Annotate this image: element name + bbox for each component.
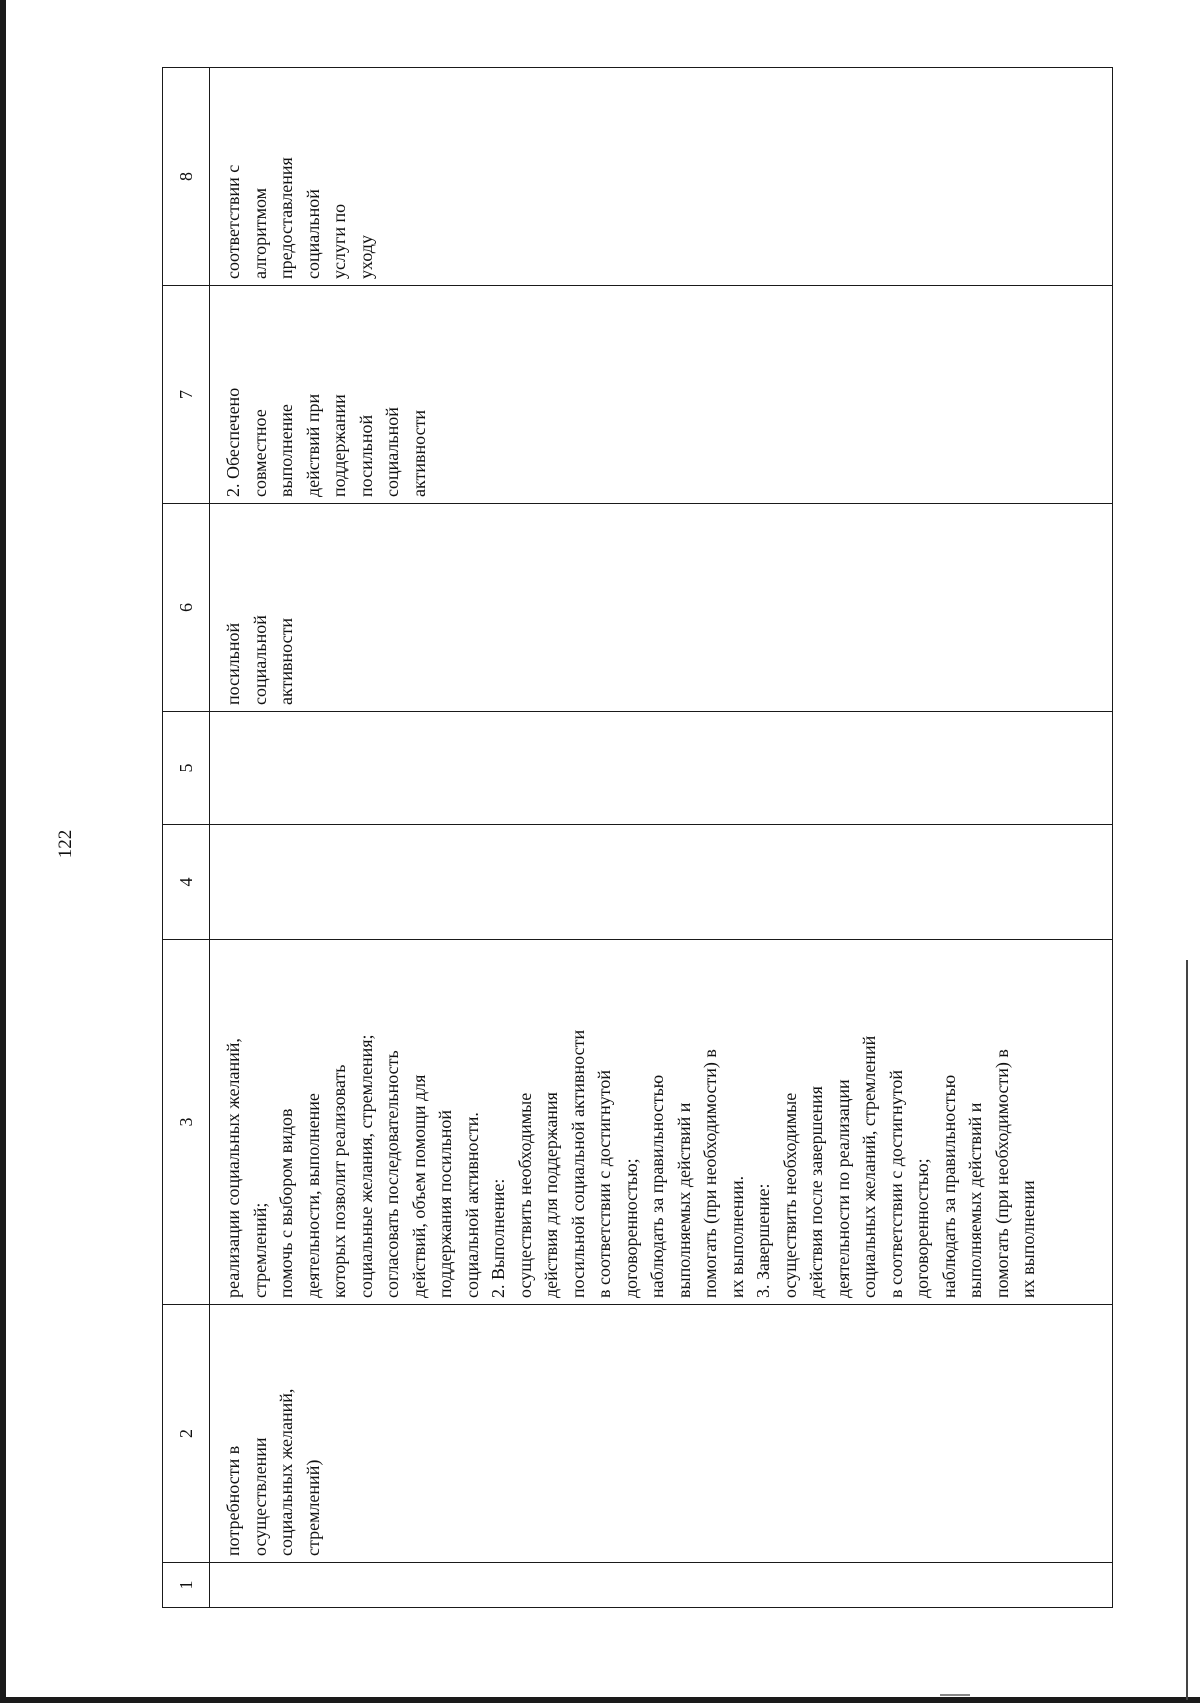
scan-edge-left — [0, 0, 6, 1703]
cell-col-6: посильной социальной активности — [210, 504, 1113, 712]
cell-col-4 — [210, 825, 1113, 940]
scan-edge-right — [1186, 960, 1188, 1700]
column-number-5: 5 — [163, 712, 210, 825]
column-number-3: 3 — [163, 940, 210, 1305]
cell-col-3: реализации социальных желаний, стремлений; помочь с выбором видов деятельности, выполнение которых позволит реализовать социальные желания, стремления; согласовать последовательность действий, объем помощи для поддержания посильной социальной активности. 2. Выполнение: осуществить необходимые действия для поддержания посильной социальной активности в соответствии с достигнутой договоренностью; наблюдать за правильностью выполняемых действий и помогать (при необходимости) в их выполнении. 3. Завершение: осуществить необходимые действия после завершения деятельности по реализации социальных желаний, стремлений в соответствии с достигнутой договоренностью; наблюдать за правильностью выполняемых действий и помогать (при необходимости) в их выполнении — [210, 940, 1113, 1305]
column-number-7: 7 — [163, 286, 210, 504]
table-row — [210, 68, 1113, 1608]
column-number-4: 4 — [163, 825, 210, 940]
scan-edge-bottom — [0, 1697, 1200, 1703]
column-number-1: 1 — [163, 1563, 210, 1608]
service-table — [162, 67, 1113, 1608]
scan-mark — [940, 1694, 970, 1696]
header-row — [163, 68, 210, 1608]
cell-col-7: 2. Обеспечено совместное выполнение действий при поддержании посильной социальной активности — [210, 286, 1113, 504]
column-number-6: 6 — [163, 504, 210, 712]
cell-col-1 — [210, 1563, 1113, 1608]
column-number-8: 8 — [163, 68, 210, 286]
cell-col-2: потребности в осуществлении социальных желаний, стремлений) — [210, 1305, 1113, 1563]
column-number-2: 2 — [163, 1305, 210, 1563]
cell-col-8: соответствии с алгоритмом предоставления социальной услуги по уходу — [210, 68, 1113, 286]
cell-col-5 — [210, 712, 1113, 825]
page-number: 122 — [55, 829, 76, 859]
rotated-page — [162, 68, 1107, 1608]
